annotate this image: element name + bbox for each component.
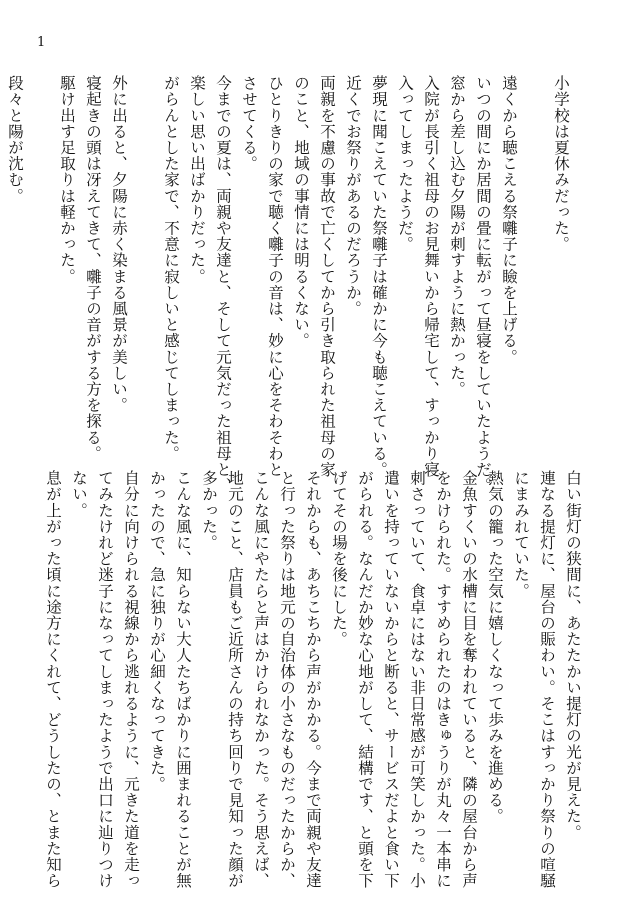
text-line: と行った祭りは地元の自治体の小さなものだったからか、 — [278, 470, 296, 889]
text-line: をかけられた。すすめられたのはきゅうりが丸々一本串に — [434, 470, 452, 889]
text-line: 楽しい思い出ばかりだった。 — [188, 75, 206, 285]
text-line: させてくる。 — [240, 75, 258, 172]
text-line: 入ってしまったようだ。 — [396, 75, 414, 253]
blank-line — [28, 75, 54, 475]
text-line: 刺さっていて、食卓にはない非日常感が可笑しかった。小 — [408, 470, 426, 889]
text-line: 遠くから聴こえる祭囃子に瞼を上げる。 — [500, 75, 518, 365]
text-line: 近くでお祭りがあるのだろうか。 — [344, 75, 362, 317]
page-number: 1 — [37, 35, 46, 50]
text-line: こんな風に、知らない大人たちばかりに囲まれることが無 — [174, 470, 192, 889]
text-line: 寝起きの頭は冴えてきて、囃子の音がする方を探る。 — [84, 75, 102, 462]
text-line: かったので、急に独りが心細くなってきた。 — [148, 470, 166, 792]
text-line: それからも、あちこちから声がかかる。今まで両親や友達 — [304, 470, 322, 889]
text-line: 金魚すくいの水槽に目を奪われていると、隣の屋台から声 — [460, 470, 478, 889]
text-line: 連なる提灯に、屋台の賑わい。そこはすっかり祭りの喧騒 — [538, 470, 556, 889]
text-line: 窓から差し込む夕陽が刺すように熱かった。 — [448, 75, 466, 397]
text-line: ひとりきりの家で聴く囃子の音は、妙に心をそわそわと — [266, 75, 284, 478]
text-line: 自分に向けられる視線から逃れるように、元きた道を走っ — [122, 470, 140, 889]
text-line: にまみれていた。 — [512, 470, 530, 599]
text-line: がらんとした家で、不意に寂しいと感じてしまった。 — [162, 75, 180, 462]
text-line: 駆け出す足取りは軽かった。 — [58, 75, 76, 285]
text-line: 熱気の籠った空気に嬉しくなって歩みを進める。 — [486, 470, 504, 825]
text-line: こんな風にやたらと声はかけられなかった。そう思えば、 — [252, 470, 270, 889]
text-line: ない。 — [70, 470, 88, 519]
text-line: 多かった。 — [200, 470, 218, 551]
text-line: 息が上がった頃に途方にくれて、どうしたの、とまた知ら — [44, 470, 62, 889]
text-line: 地元のこと、店員もご近所さんの持ち回りで見知った顔が — [226, 470, 244, 889]
blank-line — [522, 75, 548, 475]
text-line: 遣いを持っていないからと断ると、サービスだよと食い下 — [382, 470, 400, 889]
text-line: がられる。なんだか妙な心地がして、結構です、と頭を下 — [356, 470, 374, 889]
text-line: げてその場を後にした。 — [330, 470, 348, 648]
story-text-bottom — [40, 470, 586, 889]
text-line: 段々と陽が沈む。 — [6, 75, 24, 204]
blank-line — [132, 75, 158, 475]
text-line: 入院が長引く祖母のお見舞いから帰宅して、すっかり寝 — [422, 75, 440, 478]
text-line: いつの間にか居間の畳に転がって昼寝をしていたようだ。 — [474, 75, 492, 494]
story-text-top — [2, 75, 574, 494]
text-line: てみたけれど迷子になってしまったようで出口に辿りつけ — [96, 470, 114, 889]
text-line: のこと、地域の事情には明るくない。 — [292, 75, 310, 349]
text-line: 夢現に聞こえていた祭囃子は確かに今も聴こえている。 — [370, 75, 388, 478]
text-line: 白い街灯の狭間に、あたたかい提灯の光が見えた。 — [564, 470, 582, 841]
text-line: 両親を不慮の事故で亡くしてから引き取られた祖母の家 — [318, 75, 336, 478]
text-line: 小学校は夏休みだった。 — [552, 75, 570, 253]
text-line: 今までの夏は、両親や友達と、そして元気だった祖母と、 — [214, 75, 232, 494]
text-line: 外に出ると、夕陽に赤く染まる風景が美しい。 — [110, 75, 128, 414]
